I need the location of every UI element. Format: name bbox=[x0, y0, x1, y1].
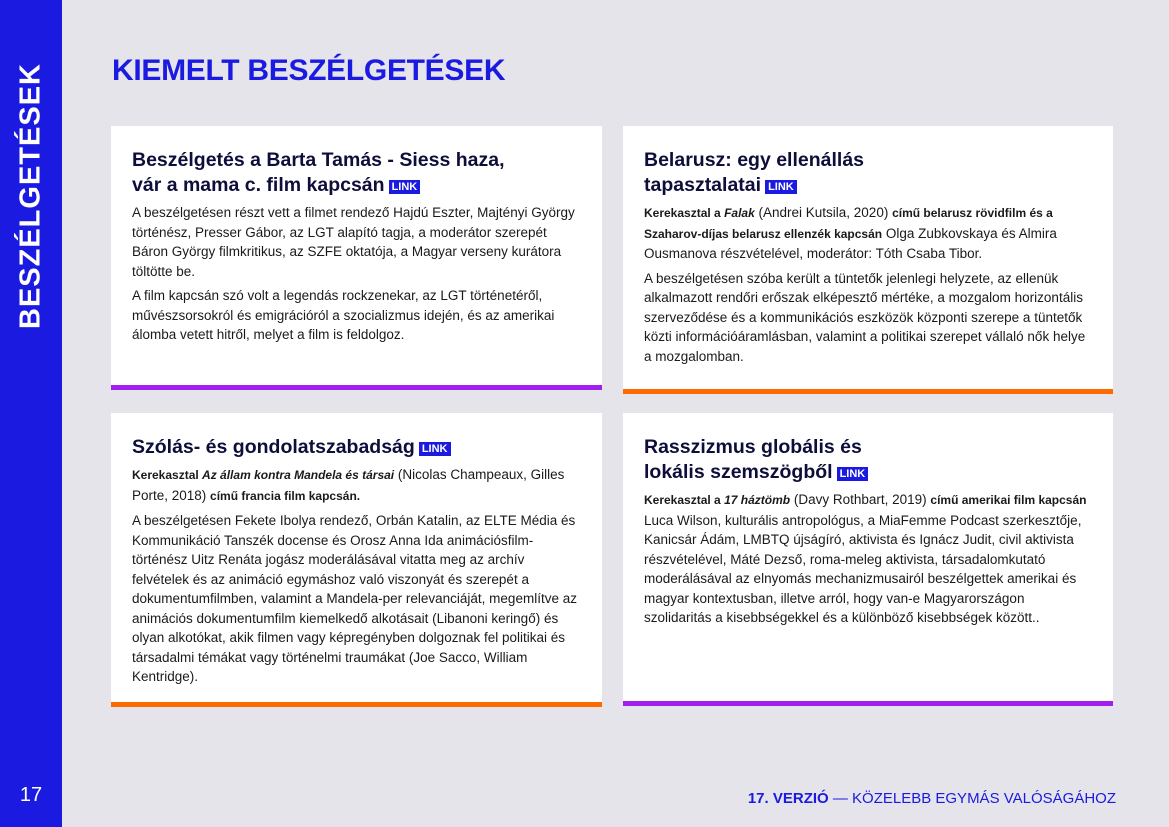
card-paragraph: Kerekasztal a 17 háztömb (Davy Rothbart, 2019) című amerikai film kapcsán Luca Wilson, kulturális antropológus, a MiaFemme Podcast szerkesztője, Kanicsár Ádám, LMBTQ újságíró, aktivista és Ignácz Judit, civil aktivista részvételével, Máté Dezső, roma-meleg aktivista, társadalomkutató moderálásával az elnyomás mechanizmusairól beszélgettek amerikai és magyar kontextusban, illetve arról, hogy van-e Magyarországon szolidaritás a kisebbségekkel és a különböző kisebbségek között.. bbox=[644, 492, 1087, 625]
card-accent-bar bbox=[111, 702, 602, 707]
footer: 17. VERZIÓ — KÖZELEBB EGYMÁS VALÓSÁGÁHOZ bbox=[747, 790, 1116, 807]
sidebar bbox=[0, 0, 62, 827]
card-belarusz bbox=[623, 126, 1113, 394]
card-paragraph: Kerekasztal a Falak (Andrei Kutsila, 2020) című belarusz rövidfilm és a Szaharov-díjas belarusz ellenzék kapcsán Olga Zubkovskaya és Almira Ousmanova részvételével, moderátor: Tóth Csaba Tibor. bbox=[644, 205, 1057, 261]
page-title: KIEMELT BESZÉLGETÉSEK bbox=[112, 54, 506, 87]
card-szolasszabadsag bbox=[111, 413, 602, 707]
card-paragraph: Kerekasztal Az állam kontra Mandela és társai (Nicolas Champeaux, Gilles Porte, 2018) című francia film kapcsán. bbox=[132, 467, 565, 503]
card-barta-tamas bbox=[111, 126, 602, 390]
page-number: 17 bbox=[19, 784, 43, 806]
card-rasszizmus bbox=[623, 413, 1113, 706]
card-paragraph: A beszélgetésen Fekete Ibolya rendező, Orbán Katalin, az ELTE Média és Kommunikáció Tanszék docense és Orosz Anna Ida animációsfilm-történész Uitz Renáta jogász moderálásával vitatta meg az archív felvételek és az animáció egymáshoz való viszonyát és szerepét a dokumentumfilmben, valamint a Mandela-per relevanciáját, megemlítve az animációs dokumentumfilm kiemelkedő alkotásait (Libanoni keringő) és olyan alkotókat, akik filmen vagy képregényben dolgoznak fel politikai és társadalmi témákat vagy történelmi traumákat (Joe Sacco, William Kentridge). bbox=[132, 513, 577, 684]
card-accent-bar bbox=[623, 701, 1113, 706]
card-paragraph: A film kapcsán szó volt a legendás rockzenekar, az LGT történetéről, művészsorsokról és emigrációról a szocializmus idején, és az amerikai álomba vetett hitről, melyet a film is feldolgoz. bbox=[132, 288, 555, 342]
card-title: Szólás- és gondolatszabadság LINK bbox=[132, 435, 582, 460]
link-button[interactable]: LINK bbox=[389, 180, 421, 194]
card-paragraph: A beszélgetésen szóba került a tüntetők jelenlegi helyzete, az ellenük alkalmazott rendőri erőszak elképesztő mértéke, a mozgalom horizontális szerveződése és a kommunikációs eszközök központi szerepe a tüntetők közti információáramlásban, valamint a politikai szerepet vállaló nők helye a mozgalomban. bbox=[644, 270, 1086, 364]
sidebar-title: BESZÉLGETÉSEK bbox=[14, 63, 47, 329]
link-button[interactable]: LINK bbox=[837, 467, 869, 481]
card-title: Beszélgetés a Barta Tamás - Siess haza, vár a mama c. film kapcsán LINK bbox=[132, 149, 505, 196]
link-button[interactable]: LINK bbox=[419, 442, 451, 456]
link-button[interactable]: LINK bbox=[765, 180, 797, 194]
card-accent-bar bbox=[623, 389, 1113, 394]
card-title: Belarusz: egy ellenállás tapasztalatai LINK bbox=[644, 149, 865, 196]
card-paragraph: A beszélgetésen részt vett a filmet rendező Hajdú Eszter, Majtényi György történész, Presser Gábor, az LGT alapító tagja, a moderátor szerepét Báron György filmkritikus, az SZFE oktatója, a Magyar verseny kurátora töltötte be. bbox=[132, 205, 575, 279]
card-title: Rasszizmus globális és lokális szemszögből LINK bbox=[644, 435, 1093, 485]
card-accent-bar bbox=[111, 385, 602, 390]
